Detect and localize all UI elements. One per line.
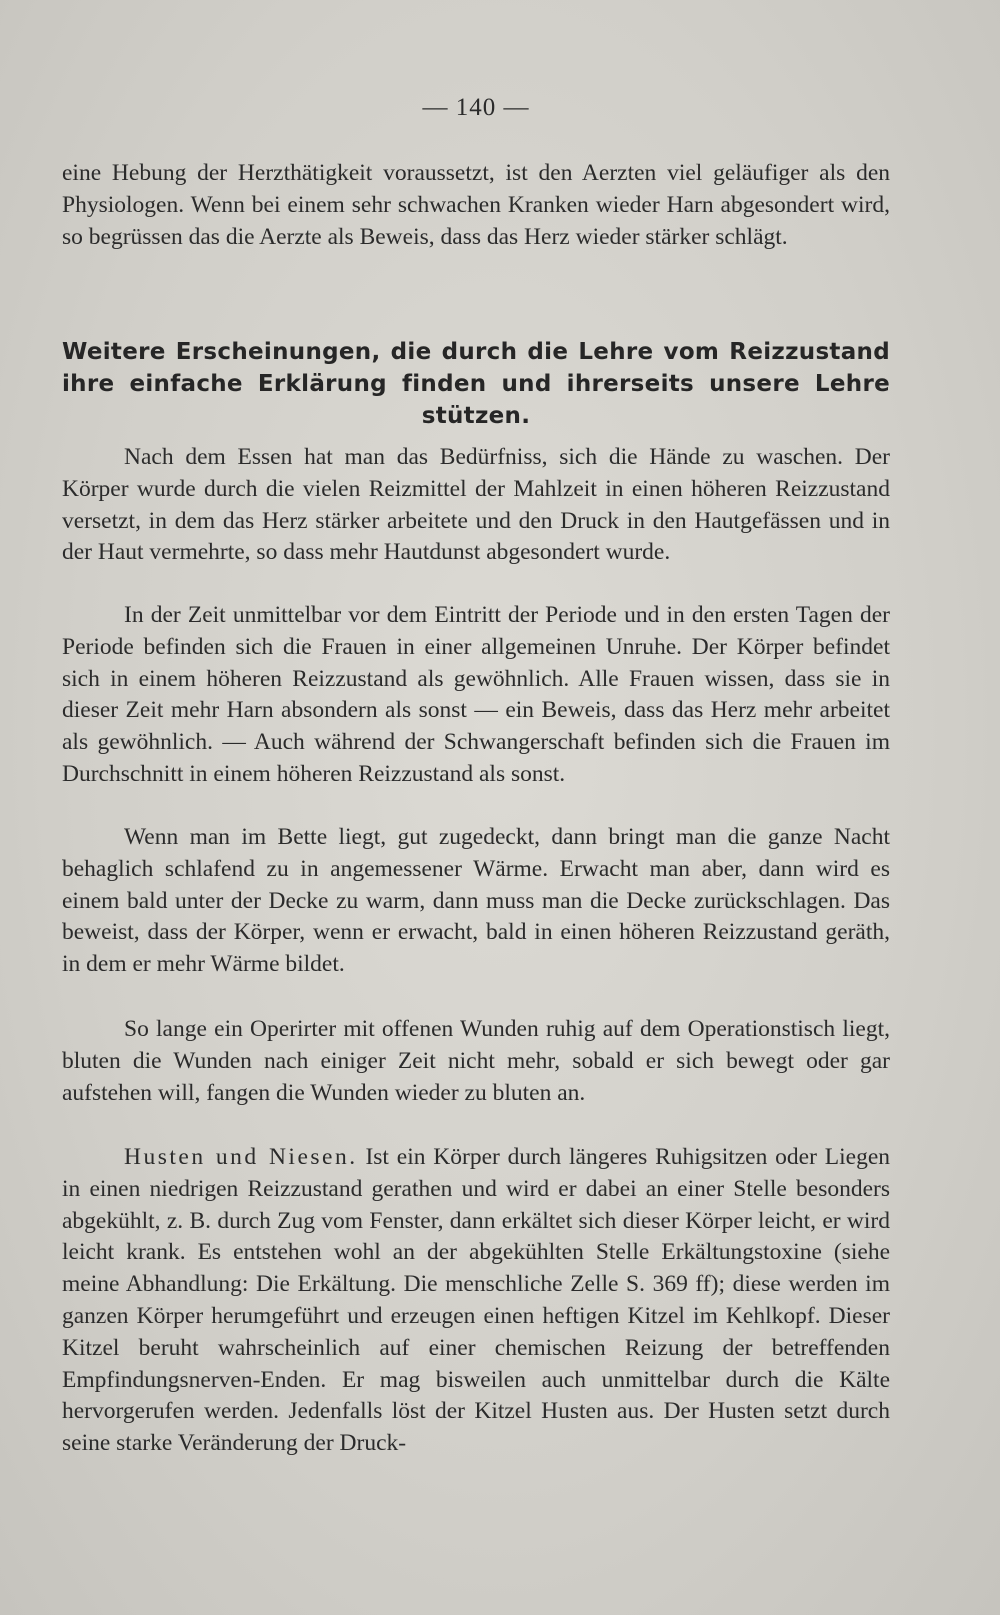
paragraph-2: Nach dem Essen hat man das Bedürfniss, sich die Hände zu waschen. Der Körper wurde durch die vielen Reizmittel der Mahlzeit in einen höheren Reizzustand versetzt, in dem das Herz stärker arbeitete und den Druck in den Hautgefässen und in der Haut vermehrte, so dass mehr Hautdunst abgesondert wurde. bbox=[62, 444, 890, 566]
paragraph-6 bbox=[62, 1142, 890, 1460]
page-number: — 140 — bbox=[422, 94, 530, 121]
book-page bbox=[62, 0, 890, 1615]
paragraph-6-body: Ist ein Körper durch längeres Ruhigsitzen oder Liegen in einen niedrigen Reizzustand gerathen und wird er dabei an einer Stelle besonders abgekühlt, z. B. durch Zug vom Fenster, dann erkältet sich dieser Körper leicht, er wird leicht krank. Es entstehen wohl an der abgekühlten Stelle Erkältungstoxine (siehe meine Abhandlung: Die Erkältung. Die menschliche Zelle S. 369 ff); diese werden im ganzen Körper herumgeführt und erzeugen einen heftigen Kitzel im Kehlkopf. Dieser Kitzel beruht wahrscheinlich auf einer chemischen Reizung der betreffenden Empfindungsnerven-Enden. Er mag bisweilen auch unmittelbar durch die Kälte hervorgerufen werden. Jedenfalls löst der Kitzel Husten aus. Der Husten setzt durch seine starke Veränderung der Druck- bbox=[62, 1144, 891, 1457]
paragraph-3: In der Zeit unmittelbar vor dem Eintritt der Periode und in den ersten Tagen der Periode befinden sich die Frauen in einer allgemeinen Unruhe. Der Körper befindet sich in einem höheren Reizzustand als gewöhnlich. Alle Frauen wissen, dass sie in dieser Zeit mehr Harn absondern als sonst — ein Beweis, dass das Herz mehr arbeitet als gewöhnlich. — Auch während der Schwangerschaft befinden sich die Frauen im Durchschnitt in einem höheren Reizzustand als sonst. bbox=[62, 602, 890, 787]
paragraph-5: So lange ein Operirter mit offenen Wunden ruhig auf dem Operationstisch liegt, bluten die Wunden nach einiger Zeit nicht mehr, sobald er sich bewegt oder gar aufstehen will, fangen die Wunden wieder zu bluten an. bbox=[62, 1016, 890, 1106]
paragraph-4: Wenn man im Bette liegt, gut zugedeckt, dann bringt man die ganze Nacht behaglich schlafend zu in angemessener Wärme. Erwacht man aber, dann wird es einem bald unter der Decke zu warm, dann muss man die Decke zurückschlagen. Das beweist, dass der Körper, wenn er erwacht, bald in einen höheren Reizzustand geräth, in dem er mehr Wärme bildet. bbox=[62, 824, 890, 978]
section-heading: Weitere Erscheinungen, die durch die Lehre vom Reizzustand ihre einfache Erklärung finden und ihrerseits unsere Lehre stützen. bbox=[62, 339, 890, 429]
paragraph-1: eine Hebung der Herzthätigkeit voraussetzt, ist den Aerzten viel geläufiger als den Physiologen. Wenn bei einem sehr schwachen Kranken wieder Harn abgesondert wird, so begrüssen das die Aerzte als Beweis, dass das Herz wieder stärker schlägt. bbox=[62, 160, 890, 250]
paragraph-6-lead: Husten und Niesen. bbox=[124, 1144, 358, 1170]
